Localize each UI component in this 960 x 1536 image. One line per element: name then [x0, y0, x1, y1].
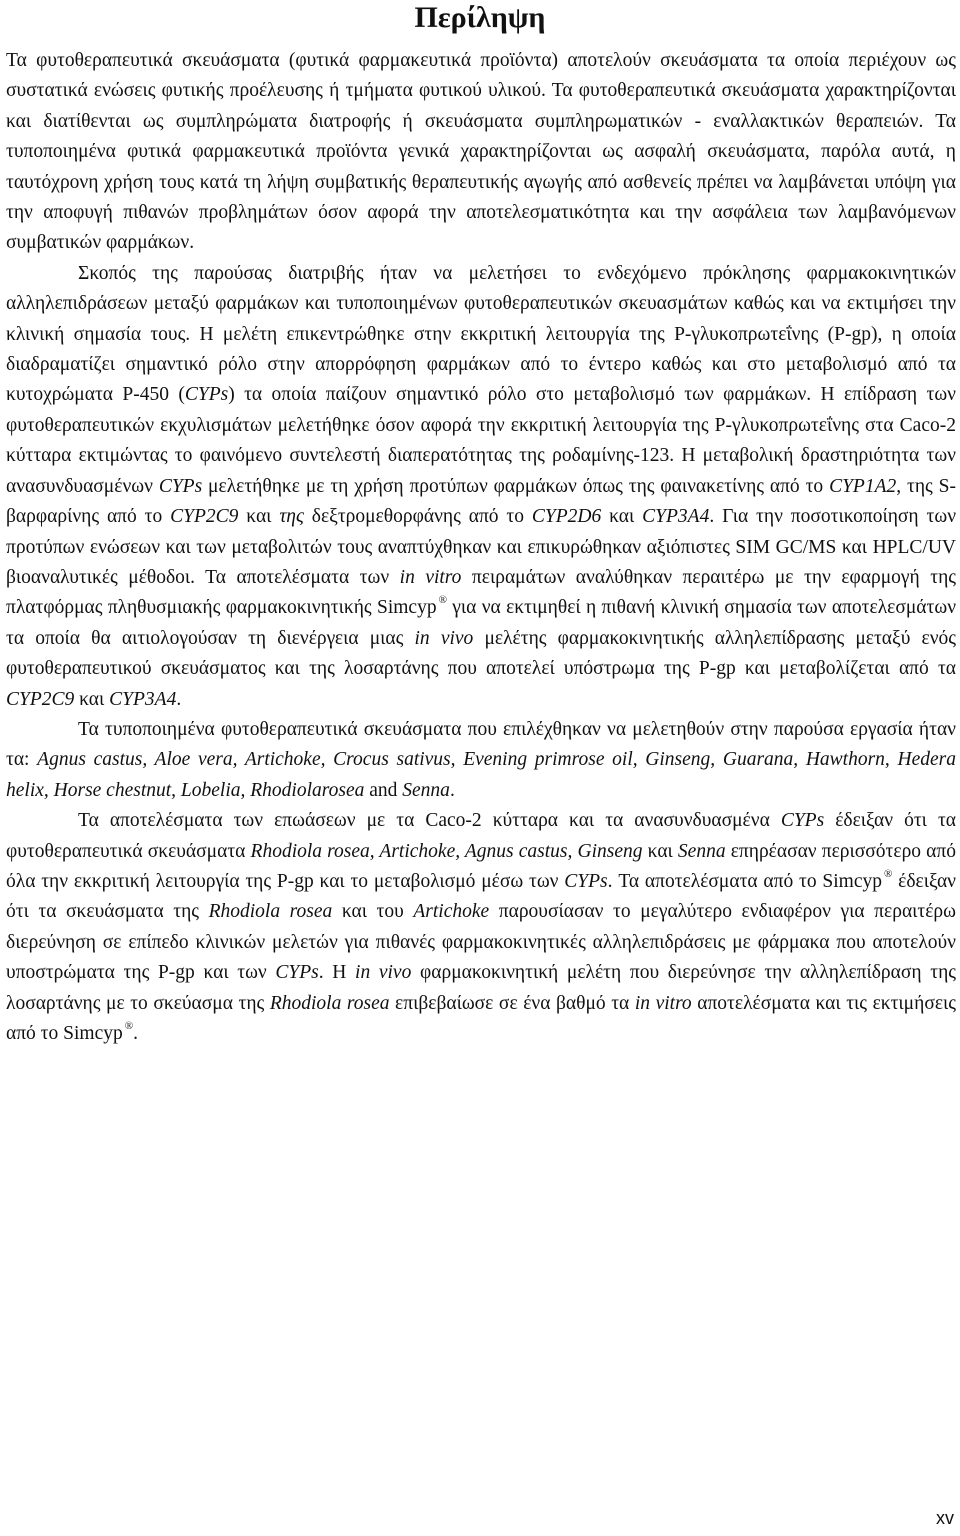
paragraph-4 — [6, 806, 956, 1049]
text-run: επιβεβαίωσε σε ένα βαθμό τα — [389, 992, 635, 1014]
italic-term: CYPs — [275, 962, 319, 984]
italic-term: της — [279, 506, 304, 528]
italic-term: in vitro — [399, 566, 462, 588]
page-title: Περίληψη — [414, 1, 546, 34]
italic-term: CYP2D6 — [531, 506, 602, 528]
text-run: Σκοπός της παρούσας διατριβής ήταν να μελετήσει το ενδεχόμενο πρόκλησης φαρμακοκινητικών αλληλεπιδράσεων μεταξύ φαρμάκων και τυποποιημένων φυτοθεραπευτικών σκευασμάτων καθώς και να εκτιμήσει την κλινική σημασία τους. Η μελέτη επικεντρώθηκε στην εκκριτική λειτουργία της P-γλυκοπρωτεΐνης (P-gp), η οποία διαδραματίζει σημαντικό ρόλο στην απορρόφηση φαρμάκων από το έντερο καθώς και στο μεταβολισμό από τα κυτοχρώματα P-450 ( — [6, 262, 956, 406]
italic-term: Rhodiola rosea, Artichoke, Agnus castus, Ginseng — [250, 840, 643, 862]
text-run: . — [449, 779, 455, 801]
paragraph-2 — [6, 259, 956, 715]
italic-term: in vivo — [414, 627, 474, 649]
italic-term: Senna — [402, 779, 450, 801]
italic-term: CYP3A4 — [642, 506, 710, 528]
text-run: Τα φυτοθεραπευτικά σκευάσματα (φυτικά φαρμακευτικά προϊόντα) αποτελούν σκευάσματα τα οποία περιέχουν ως συστατικά ενώσεις φυτικής προέλευσης ή τμήματα φυτικού υλικού. Τα φυτοθεραπευτικά σκευάσματα χαρακτηρίζονται και διατίθενται ως συμπληρώματα διατροφής ή σκευάσματα συμπληρωματικών - εναλλακτικών θεραπειών. Τα τυποποιημένα φυτικά φαρμακευτικά προϊόντα γενικά χαρακτηρίζονται ως ασφαλή σκευάσματα, παρόλα αυτά, η ταυτόχρονη χρήση τους κατά τη λήψη συμβατικής θεραπευτικής αγωγής από ασθενείς πρέπει να λαμβάνεται υπόψη για την αποφυγή πιθανών προβλημάτων όσον αφορά την αποτελεσματικότητα και την ασφάλεια των λαμβανόμενων συμβατικών φαρμάκων. — [6, 50, 956, 254]
italic-term: Rhodiola rosea — [208, 901, 333, 923]
italic-term: Rhodiola rosea — [269, 992, 390, 1014]
text-run: , της S-βαρφαρίνης από το — [6, 475, 956, 528]
registered-mark: ® — [884, 867, 893, 880]
text-run: . — [176, 688, 182, 710]
text-run: για να εκτιμηθεί η πιθανή κλινική σημασία των αποτελεσμάτων τα οποία θα αιτιολογούσαν τη διενέργεια μιας — [6, 597, 957, 649]
text-run: έδειξαν ότι τα φυτοθεραπευτικά σκευάσματα — [6, 810, 957, 862]
text-run: και — [74, 688, 110, 710]
text-run: Τα τυποποιημένα φυτοθεραπευτικά σκευάσματα που επιλέχθηκαν να μελετηθούν στην παρούσα εργασία ήταν τα: — [6, 718, 956, 771]
paragraph-1 — [6, 46, 956, 259]
text-run: έδειξαν ότι τα σκευάσματα της — [6, 870, 956, 923]
italic-term: in vivo — [355, 962, 412, 984]
text-run: and — [364, 779, 403, 801]
italic-term: in vitro — [634, 992, 692, 1014]
italic-term: CYPs — [158, 475, 203, 497]
paragraph-3 — [6, 715, 956, 806]
italic-term: CYPs — [184, 384, 229, 406]
text-run: . Για την ποσοτικοποίηση των προτύπων ενώσεων και των μεταβολιτών τους αναπτύχθηκαν και επικυρώθηκαν αξιόπιστες SIM GC/MS και HPLC/UV βιοαναλυτικές μέθοδοι. Τα αποτελέσματα των — [6, 506, 957, 588]
italic-term: CYP2C9 — [6, 688, 75, 710]
text-run: αποτελέσματα και τις εκτιμήσεις από το Simcyp — [6, 992, 956, 1044]
text-run: δεξτρομεθορφάνης από το — [303, 506, 532, 528]
text-run: μελετήθηκε με τη χρήση προτύπων φαρμάκων όπως της φαινακετίνης από το — [202, 475, 830, 497]
abstract-body — [6, 46, 956, 1049]
italic-term: Agnus castus, Aloe vera, Artichoke, Crocus sativus, Evening primrose oil, Ginseng, Guarana, Hawthorn, Hedera helix, Horse chestnut, Lobelia, Rhodiolarosea — [6, 749, 956, 801]
italic-term: CYP1A2 — [829, 475, 897, 497]
registered-mark: ® — [124, 1020, 134, 1032]
text-run: επηρέασαν περισσότερο από όλα την εκκριτική λειτουργία της P-gp και το μεταβολισμό μέσω των — [6, 840, 956, 892]
italic-term: CYPs — [564, 870, 608, 892]
text-run: Τα αποτελέσματα των επωάσεων με τα Caco-2 κύτταρα και τα ανασυνδυασμένα — [78, 810, 781, 832]
italic-term: CYP3A4 — [109, 688, 177, 710]
text-run: . — [133, 1023, 138, 1044]
text-run: πειραμάτων αναλύθηκαν περαιτέρω με την εφαρμογή της πλατφόρμας πληθυσμιακής φαρμακοκινητικής Simcyp — [6, 566, 956, 619]
text-run: και του — [332, 901, 414, 923]
text-run: και — [642, 840, 678, 862]
text-run: ) τα οποία παίζουν σημαντικό ρόλο στο μεταβολισμό των φαρμάκων. Η επίδραση των φυτοθεραπευτικών εκχυλισμάτων μελετήθηκε όσον αφορά την εκκριτική λειτουργία της P-γλυκοπρωτεΐνης στα Caco-2 κύτταρα εκτιμώντας το φαινόμενο συντελεστή διαπερατότητας της ροδαμίνης-123. Η μεταβολική δραστηριότητα των ανασυνδυασμένων — [6, 384, 956, 497]
registered-mark: ® — [438, 594, 447, 607]
text-run: και — [238, 506, 280, 528]
italic-term: Artichoke — [413, 901, 490, 923]
text-run: . Η — [318, 962, 356, 984]
text-run: . Τα αποτελέσματα από το Simcyp — [607, 870, 883, 892]
italic-term: CYP2C9 — [170, 506, 239, 528]
italic-term: CYPs — [780, 810, 825, 832]
text-run: παρουσίασαν το μεγαλύτερο ενδιαφέρον για περαιτέρω διερεύνηση σε επίπεδο κλινικών μελετών για πιθανές φαρμακοκινητικές αλληλεπιδράσεις με φάρμακα που αποτελούν υποστρώματα της P-gp και των — [6, 901, 956, 984]
text-run: μελέτης φαρμακοκινητικής αλληλεπίδρασης μεταξύ ενός φυτοθεραπευτικού σκευάσματος και της λοσαρτάνης που αποτελεί υπόστρωμα της P-gp και μεταβολίζεται από τα — [6, 627, 956, 680]
page-number: xv — [936, 1508, 954, 1528]
text-run: φαρμακοκινητική μελέτη που διερεύνησε την αλληλεπίδραση της λοσαρτάνης με το σκεύασμα της — [6, 962, 956, 1014]
italic-term: Senna — [677, 840, 726, 862]
text-run: και — [601, 506, 643, 528]
